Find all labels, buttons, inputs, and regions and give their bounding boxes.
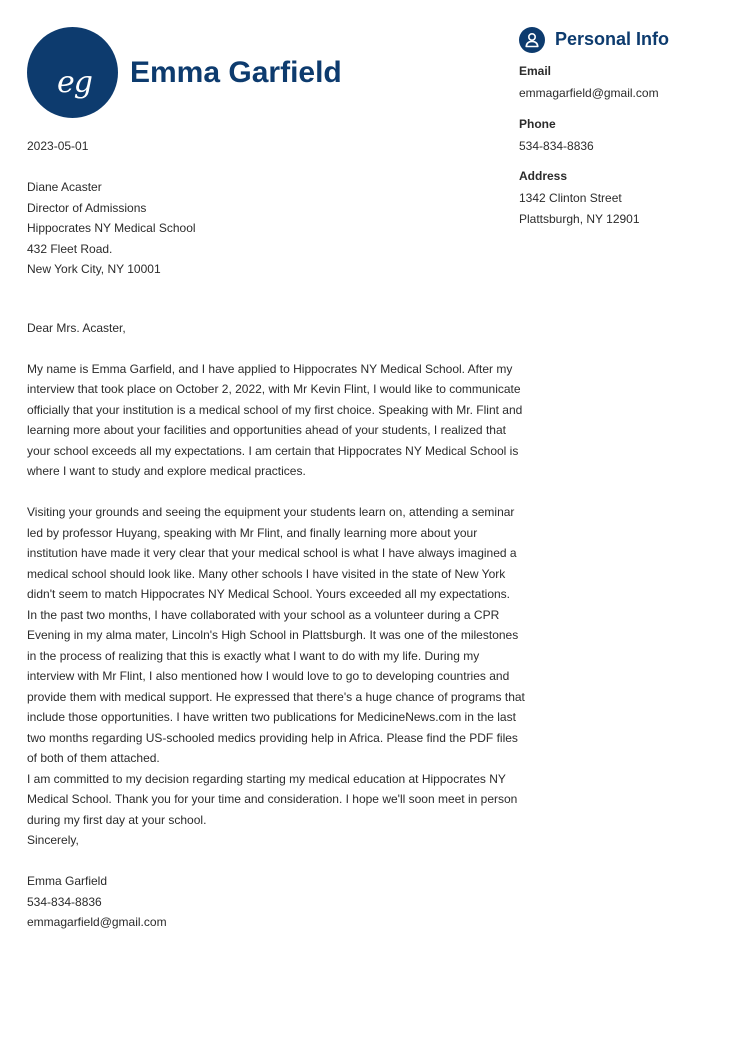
text-line: where I want to study and explore medical practices. [27, 464, 306, 478]
monogram-logo [27, 27, 118, 118]
text-line: I am committed to my decision regarding starting my medical education at Hippocrates NY [27, 771, 506, 786]
user-circle-icon [519, 27, 545, 53]
phone-value[interactable]: 534-834-8836 [519, 138, 594, 153]
paragraph-2 [27, 502, 517, 605]
signature-block [27, 871, 502, 933]
address-line-2: Plattsburgh, NY 12901 [519, 211, 640, 226]
recipient-title: Director of Admissions [27, 200, 147, 215]
letter-greeting: Dear Mrs. Acaster, [27, 320, 126, 335]
text-line: Evening in my alma mater, Lincoln's High School in Plattsburgh. It was one of the milestones [27, 628, 519, 642]
email-block [519, 63, 729, 104]
text-line: in the process of realizing that this is exactly what I want to do with my life. During my [27, 648, 480, 663]
signature-email: emmagarfield@gmail.com [27, 915, 167, 929]
text-line: two months regarding US-schooled medics providing help in Africa. Please find the PDF files [27, 730, 518, 745]
text-line: include those opportunities. I have written two publications for MedicineNews.com in the last [27, 710, 516, 724]
text-line: your school exceeds all my expectations. I am certain that Hippocrates NY Medical School is [27, 443, 519, 458]
paragraph-3 [27, 605, 525, 769]
text-line: officially that your institution is a medical school of my first choice. Speaking with Mr. Flint and [27, 402, 523, 417]
paragraph-4 [27, 769, 518, 831]
text-line: In the past two months, I have collaborated with your school as a volunteer during a CPR [27, 607, 500, 622]
recipient-street: 432 Fleet Road. [27, 241, 113, 256]
text-line: My name is Emma Garfield, and I have applied to Hippocrates NY Medical School. After my [27, 361, 513, 376]
address-line-1: 1342 Clinton Street [519, 191, 622, 205]
letter-closing: Sincerely, [27, 833, 79, 847]
address-label: Address [519, 169, 568, 183]
text-line: interview that took place on October 2, 2022, with Mr Kevin Flint, I would like to communicate [27, 382, 521, 396]
section-title: Personal Info [555, 29, 670, 49]
letter-date: 2023-05-01 [27, 139, 89, 153]
text-line: medical school should look like. Many other schools I have visited in the state of New York [27, 566, 506, 581]
spacer [27, 851, 502, 872]
signature-name: Emma Garfield [27, 874, 108, 888]
text-line: institution have made it very clear that your medical school is what I have always imagined a [27, 546, 517, 560]
text-line: Medical School. Thank you for your time and consideration. I hope we'll soon meet in person [27, 792, 518, 806]
spacer [27, 157, 502, 178]
phone-label: Phone [519, 116, 556, 131]
text-line: during my first day at your school. [27, 812, 207, 827]
paragraph-1 [27, 359, 523, 482]
spacer [27, 338, 502, 359]
email-label: Email [519, 64, 552, 78]
letter-body [27, 136, 525, 933]
signature-phone: 534-834-8836 [27, 894, 102, 909]
user-icon-glyph [524, 32, 540, 48]
personal-info-header [519, 26, 729, 53]
recipient-name: Diane Acaster [27, 180, 102, 194]
applicant-name: Emma Garfield [130, 56, 342, 89]
text-line: Visiting your grounds and seeing the equipment your students learn on, attending a seminar [27, 505, 515, 519]
email-value[interactable]: emmagarfield@gmail.com [519, 86, 659, 100]
text-line: of both of them attached. [27, 751, 160, 765]
text-line: learning more about your facilities and opportunities ahead of your students, I realized that [27, 423, 506, 437]
text-line: interview with Mr Flint, I also mentioned how I would love to go to developing countries and [27, 669, 510, 683]
recipient-organization: Hippocrates NY Medical School [27, 221, 196, 235]
address-block [519, 168, 729, 229]
spacer [27, 280, 502, 318]
monogram-text: eg [57, 65, 92, 100]
text-line: provide them with medical support. He expressed that there's a huge chance of programs that [27, 689, 525, 704]
text-line: led by professor Huyang, speaking with Mr Flint, and finally learning more about your [27, 525, 478, 540]
recipient-city: New York City, NY 10001 [27, 262, 161, 276]
phone-block [519, 116, 729, 157]
personal-info-sidebar [519, 26, 729, 229]
recipient-block [27, 177, 502, 280]
text-line: didn't seem to match Hippocrates NY Medical School. Yours exceeded all my expectations. [27, 587, 510, 601]
spacer [27, 482, 502, 503]
